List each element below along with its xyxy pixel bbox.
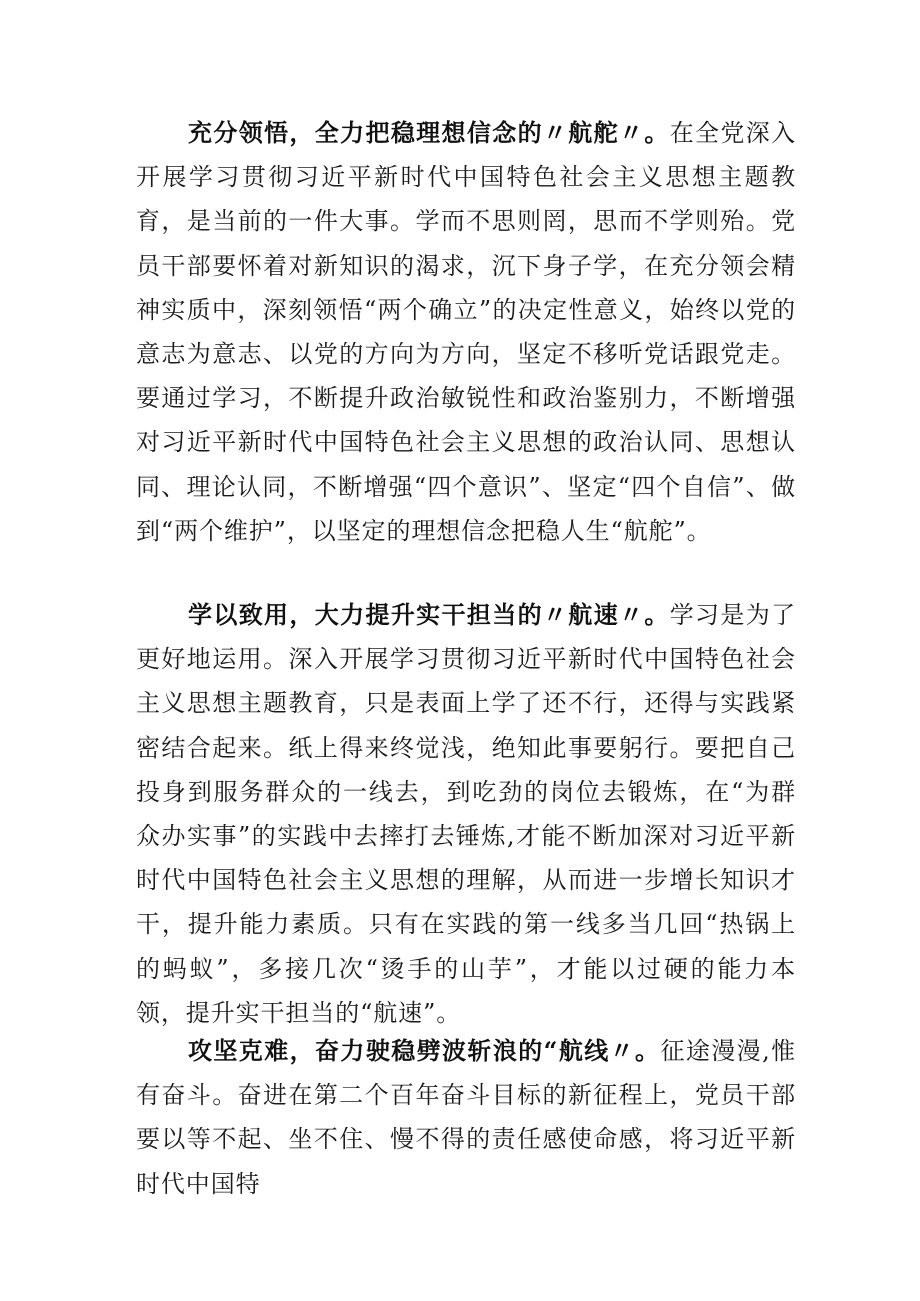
paragraph-1-heading: 充分领悟，全力把稳理想信念的〃航舵〃。 bbox=[188, 118, 670, 147]
paragraph-1-body: 在全党深入开展学习贯彻习近平新时代中国特色社会主义思想主题教育，是当前的一件大事。学而不思则罔，思而不学则殆。党员干部要怀着对新知识的渴求，沉下身子学，在充分领会精神实质中，深刻领悟“两个确立”的决定性意义，始终以党的意志为意志、以党的方向为方向，坚定不移听党话跟党走。要通过学习，不断提升政治敏锐性和政治鉴别力，不断增强对习近平新时代中国特色社会主义思想的政治认同、思想认同、理论认同，不断增强“四个意识”、坚定“四个自信”、做到“两个维护”，以坚定的理想信念把稳人生“航舵”。 bbox=[136, 119, 796, 545]
paragraph-3-body: 征途漫漫,惟有奋斗。奋进在第二个百年奋斗目标的新征程上，党员干部要以等不起、坐不住、慢不得的责任感使命感，将习近平新时代中国特 bbox=[136, 1037, 796, 1198]
paragraph-1 bbox=[136, 111, 796, 553]
paragraph-2-heading: 学以致用，大力提升实干担当的〃航速〃。 bbox=[188, 600, 670, 629]
paragraph-2-body: 学习是为了更好地运用。深入开展学习贯彻习近平新时代中国特色社会主义思想主题教育，只是表面上学了还不行，还得与实践紧密结合起来。纸上得来终觉浅，绝知此事要躬行。要把自己投身到服务群众的一线去，到吃劲的岗位去锻炼，在“为群众办实事”的实践中去摔打去锤炼,才能不断加深对习近平新时代中国特色社会主义思想的理解，从而进一步增长知识才干，提升能力素质。只有在实践的第一线多当几回“热锅上的蚂蚁”，多接几次“烫手的山芋”，才能以过硬的能力本领，提升实干担当的“航速”。 bbox=[136, 601, 796, 1027]
paragraph-3 bbox=[136, 1029, 796, 1206]
paragraph-3-heading: 攻坚克难，奋力驶稳劈波斩浪的“航线〃。 bbox=[188, 1036, 661, 1065]
paragraph-2 bbox=[136, 593, 796, 1035]
